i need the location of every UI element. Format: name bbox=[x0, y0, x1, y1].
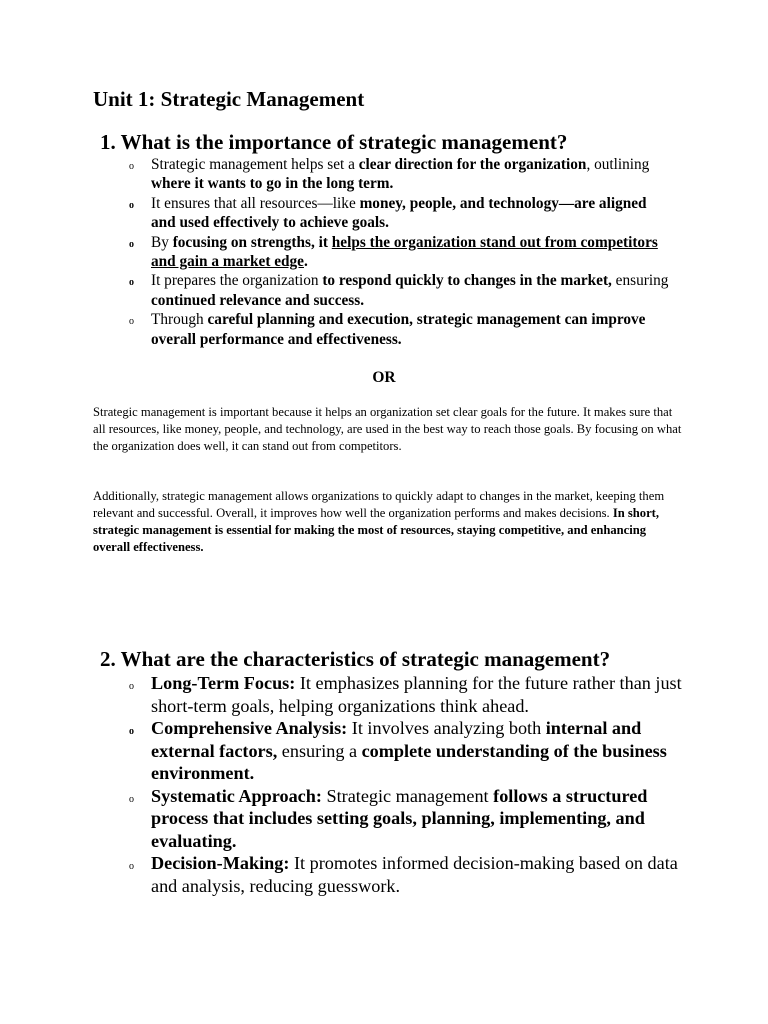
item-text: , outlining bbox=[586, 156, 650, 173]
list-item bbox=[125, 785, 685, 853]
bullet-marker: o bbox=[129, 199, 134, 211]
item-term: Comprehensive Analysis: bbox=[151, 718, 348, 738]
item-text: It promotes informed decision-making based on data and analysis, reducing guesswork. bbox=[151, 853, 678, 896]
item-emphasis: careful planning and execution, strategic management can improve overall performance and effectiveness. bbox=[151, 311, 646, 348]
item-emphasis: internal and external factors, bbox=[151, 718, 642, 761]
item-text: It involves analyzing both bbox=[347, 718, 546, 738]
bullet-marker: o bbox=[129, 161, 134, 172]
item-emphasis: clear direction for the organization bbox=[358, 156, 587, 173]
item-text: It prepares the organization bbox=[151, 272, 323, 290]
bullet-marker: o bbox=[129, 277, 134, 289]
question-2-heading bbox=[100, 647, 610, 672]
summary-paragraph-1: Strategic management is important because it helps an organization set clear goals for the future. It makes sure that all resources, like money, people, and technology, are used in the best way to reach those goals. By focusing on what the organization does well, it can stand out from competitors. bbox=[93, 405, 682, 453]
list-item bbox=[125, 194, 670, 233]
item-emphasis: complete understanding of the business environment. bbox=[151, 740, 667, 783]
item-term: Decision-Making: bbox=[151, 853, 290, 873]
item-emphasis: follows a structured process that includes setting goals, planning, implementing, and evaluating. bbox=[151, 785, 648, 851]
item-text: By bbox=[151, 233, 173, 251]
question-2-number: 2. bbox=[100, 647, 116, 671]
item-emphasis: . bbox=[303, 253, 308, 271]
list-item bbox=[125, 717, 685, 785]
question-2-text: What are the characteristics of strategic management? bbox=[120, 647, 611, 671]
item-emphasis: to respond quickly to changes in the market, bbox=[322, 272, 612, 290]
item-text: ensuring bbox=[611, 272, 669, 290]
list-item bbox=[125, 852, 685, 897]
item-text: It ensures that all resources—like bbox=[151, 194, 360, 212]
bullet-marker: o bbox=[129, 316, 134, 328]
list-item bbox=[125, 233, 670, 272]
item-text: ensuring a bbox=[277, 740, 362, 761]
item-term: Systematic Approach: bbox=[151, 785, 322, 806]
bullet-marker: o bbox=[129, 726, 134, 737]
unit-title: Unit 1: Strategic Management bbox=[93, 87, 365, 111]
item-emphasis: where it wants to go in the long term. bbox=[151, 175, 394, 193]
item-emphasis: money, people, and technology—are aligned and used effectively to achieve goals. bbox=[151, 194, 647, 232]
item-text: Through bbox=[151, 311, 208, 329]
item-text: Strategic management helps set a bbox=[151, 156, 359, 173]
list-item bbox=[125, 155, 670, 194]
list-item bbox=[125, 271, 670, 310]
bullet-marker: o bbox=[129, 238, 134, 250]
item-text: It emphasizes planning for the future rather than just short-term goals, helping organizations think ahead. bbox=[151, 673, 682, 716]
paragraph-text: Additionally, strategic management allows organizations to quickly adapt to changes in the market, keeping them relevant and successful. Overall, it improves how well the organization performs and makes decisions. bbox=[93, 489, 665, 520]
bullet-marker: o bbox=[129, 793, 134, 805]
list-item bbox=[125, 672, 685, 717]
item-text: Strategic management bbox=[321, 785, 494, 806]
item-emphasis: continued relevance and success. bbox=[151, 291, 365, 309]
item-emphasis-underlined: helps the organization stand out from competitors and gain a market edge bbox=[151, 233, 658, 271]
bullet-marker: o bbox=[129, 861, 134, 872]
or-separator: OR bbox=[372, 369, 396, 386]
bullet-marker: o bbox=[129, 681, 134, 692]
question-1-text: What is the importance of strategic management? bbox=[120, 130, 568, 154]
item-emphasis: focusing on strengths, it bbox=[172, 233, 332, 251]
question-2-answer-list bbox=[125, 672, 685, 897]
question-1-heading bbox=[100, 130, 567, 155]
item-term: Long-Term Focus: bbox=[151, 673, 296, 693]
paragraph-emphasis: In short, strategic management is essential for making the most of resources, staying competitive, and enhancing overall effectiveness. bbox=[93, 506, 659, 554]
list-item bbox=[125, 310, 670, 349]
summary-paragraph-2 bbox=[93, 488, 683, 556]
question-1-number: 1. bbox=[100, 130, 116, 154]
question-1-answer-list bbox=[125, 155, 670, 349]
